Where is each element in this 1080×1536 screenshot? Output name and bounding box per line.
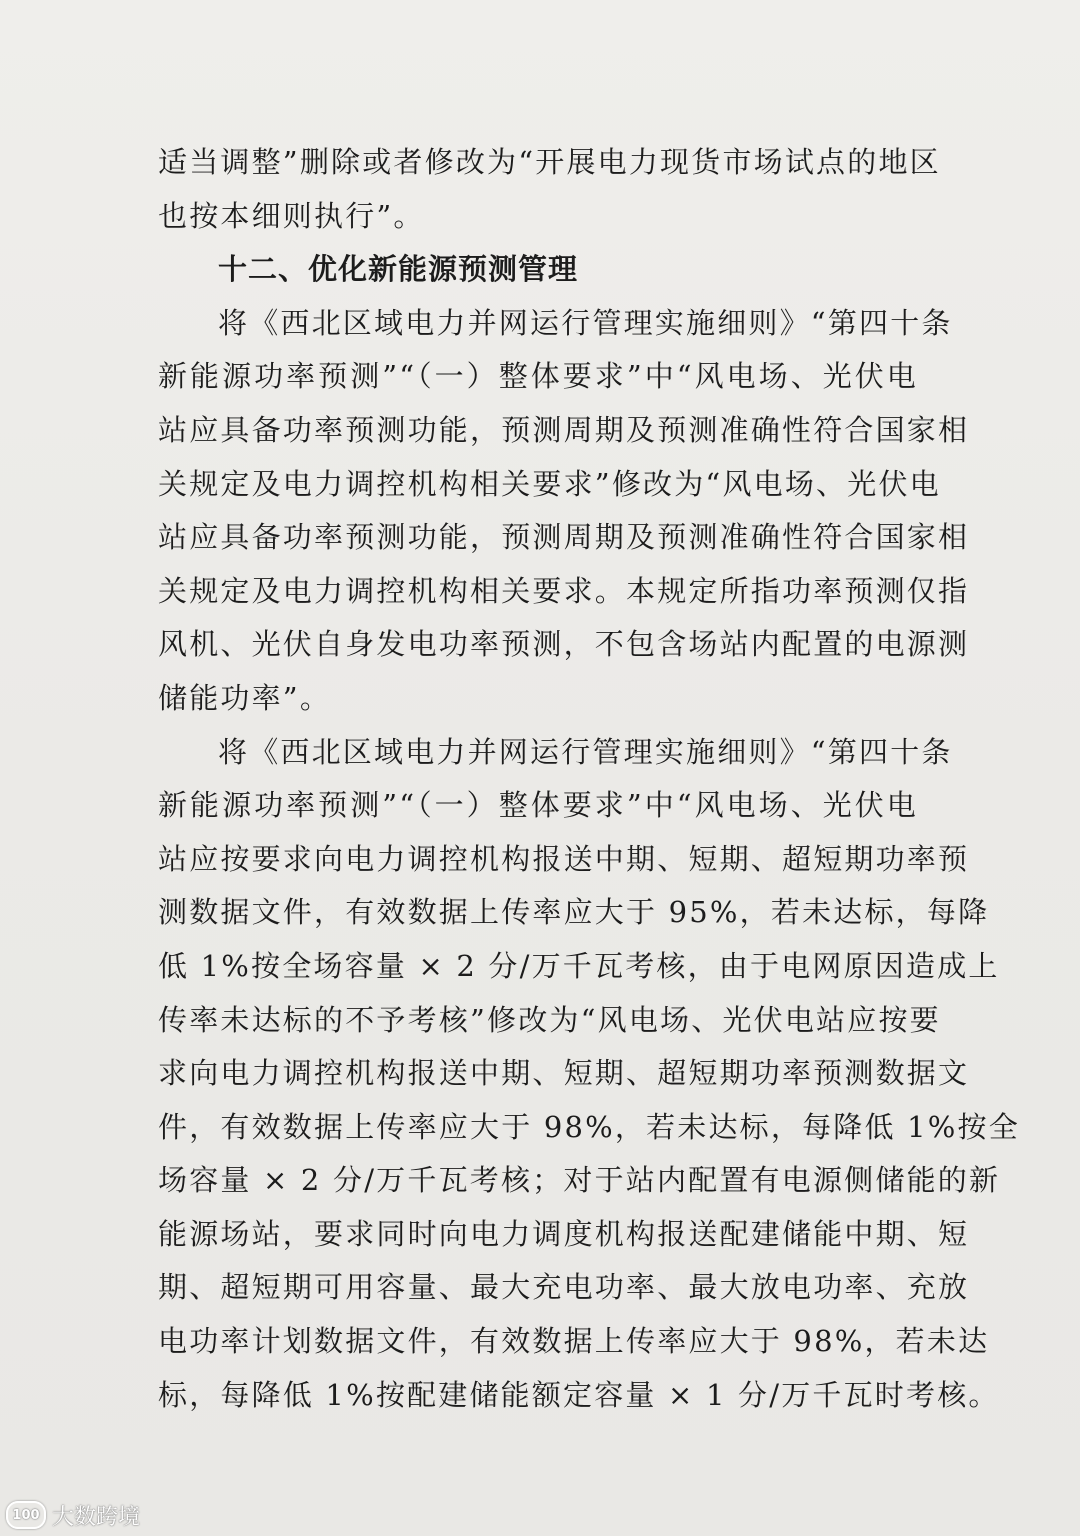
text-line: 将《西北区域电力并网运行管理实施细则》“第四十条 (218, 305, 953, 340)
text-line: 测数据文件，有效数据上传率应大于 95%，若未达标，每降 (158, 895, 990, 930)
text-line: 件，有效数据上传率应大于 98%，若未达标，每降低 1%按全 (158, 1109, 1020, 1144)
watermark-text: 大数跨境 (52, 1504, 141, 1530)
text-line: 也按本细则执行”。 (158, 198, 425, 233)
text-line: 标，每降低 1%按配建储能额定容量 × 1 分/万千瓦时考核。 (158, 1377, 1000, 1412)
text-line: 风机、光伏自身发电功率预测，不包含场站内配置的电源测 (158, 627, 970, 662)
text-line: 站应按要求向电力调控机构报送中期、短期、超短期功率预 (158, 841, 970, 876)
text-line: 站应具备功率预测功能，预测周期及预测准确性符合国家相 (158, 520, 970, 555)
text-line: 新能源功率预测”“（一）整体要求”中“风电场、光伏电 (158, 359, 918, 394)
text-line: 站应具备功率预测功能，预测周期及预测准确性符合国家相 (158, 412, 970, 447)
text-line: 传率未达标的不予考核”修改为“风电场、光伏电站应按要 (158, 1002, 941, 1037)
text-line: 适当调整”删除或者修改为“开展电力现货市场试点的地区 (158, 145, 941, 179)
text-line: 期、超短期可用容量、最大充电功率、最大放电功率、充放 (158, 1270, 970, 1305)
section-heading: 十二、优化新能源预测管理 (218, 252, 579, 287)
text-line: 求向电力调控机构报送中期、短期、超短期功率预测数据文 (158, 1056, 970, 1091)
document-body (158, 136, 1020, 1422)
text-line: 电功率计划数据文件，有效数据上传率应大于 98%，若未达 (158, 1324, 990, 1359)
text-line: 场容量 × 2 分/万千瓦考核；对于站内配置有电源侧储能的新 (158, 1163, 1001, 1198)
text-line: 低 1%按全场容量 × 2 分/万千瓦考核，由于电网原因造成上 (158, 948, 1000, 983)
text-line: 将《西北区域电力并网运行管理实施细则》“第四十条 (218, 734, 953, 769)
text-line: 新能源功率预测”“（一）整体要求”中“风电场、光伏电 (158, 788, 918, 823)
watermark (6, 1500, 140, 1530)
text-line: 关规定及电力调控机构相关要求”修改为“风电场、光伏电 (158, 466, 941, 501)
text-line: 关规定及电力调控机构相关要求。本规定所指功率预测仅指 (158, 573, 970, 608)
text-line: 能源场站，要求同时向电力调度机构报送配建储能中期、短 (158, 1216, 970, 1251)
watermark-logo-icon: 100 (6, 1501, 46, 1529)
text-line: 储能功率”。 (158, 680, 332, 715)
